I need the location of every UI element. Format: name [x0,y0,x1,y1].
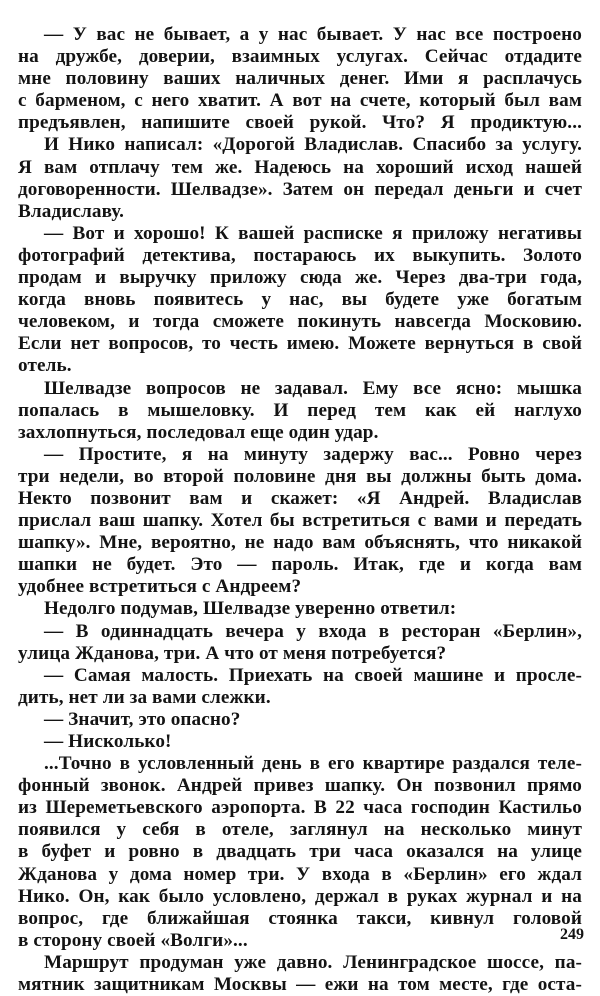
text-line: договоренности. Шелвадзе». Затем он передал деньги и счет [18,178,582,200]
text-line: Недолго подумав, Шелвадзе уверенно ответил: [44,598,457,620]
text-line: Я вам отплачу тем же. Надеюсь на хороший исход нашей [18,156,582,178]
text-line: появился у себя в отеле, заглянул на несколько минут [18,819,582,841]
page-number: 249 [560,926,584,943]
text-line: попалась в мышеловку. И перед тем как ей наглухо [18,399,582,421]
text-line: — Самая малость. Приехать на своей машине и просле- [44,664,582,686]
text-line: мне половину ваших наличных денег. Ими я расплачусь [18,68,582,90]
text-line: мятник защитникам Москвы — ежи на том месте, где оста- [18,974,582,996]
text-line: Владиславу. [18,200,125,222]
text-line: — Простите, я на минуту задержу вас... Ровно через [44,443,582,465]
text-line: Маршрут продуман уже давно. Ленинградское шоссе, па- [44,951,582,973]
text-line: — Значит, это опасно? [44,708,241,730]
text-line: — Нисколько! [44,731,172,752]
text-line: фотографий детектива, постараюсь их выкупить. Золото [18,244,582,266]
text-line: И Нико написал: «Дорогой Владислав. Спасибо за услугу. [44,134,582,156]
text-line: в сторону своей «Волги»... [18,929,248,951]
text-line: Нико. Он, как было условлено, держал в руках журнал и на [18,885,582,907]
text-line: шапку». Мне, вероятно, не надо вам объяснять, что никакой [18,532,582,554]
text-line: из Шереметьевского аэропорта. В 22 часа господин Кастильо [18,797,582,819]
text-line: отель. [18,355,72,377]
text-line: Шелвадзе вопросов не задавал. Ему все ясно: мышка [44,377,582,399]
text-line: шапки не будет. Это — пароль. Итак, где и когда вам [18,554,582,576]
text-line: на дружбе, доверии, взаимных услугах. Сейчас отдадите [18,46,582,68]
text-line: когда вновь появитесь у нас, вы будете уже богатым [18,289,582,311]
text-line: фонный звонок. Андрей привез шапку. Он позвонил прямо [18,775,582,797]
text-line: продам и выручку приложу сюда же. Через два-три года, [18,267,582,289]
page-body [18,24,582,996]
text-line: три недели, во второй половине дня вы должны быть дома. [18,465,582,487]
text-line: вопрос, где ближайшая стоянка такси, кивнул головой [18,907,582,929]
text-line: прислал ваш шапку. Хотел бы встретиться с вами и передать [18,510,582,532]
text-line: — В одиннадцать вечера у входа в ресторан «Берлин», [44,620,582,642]
text-line: в буфет и ровно в двадцать три часа оказался на улице [18,841,582,863]
text-line: — У вас не бывает, а у нас бывает. У нас все построено [44,24,582,45]
text-line: с барменом, с него хватит. А вот на счете, который был вам [18,90,582,112]
text-line: ...Точно в условленный день в его квартире раздался теле- [44,753,582,775]
text-line: предъявлен, напишите своей рукой. Что? Я продиктую... [18,112,582,134]
text-line: Некто позвонит вам и скажет: «Я Андрей. Владислав [18,487,582,509]
text-line: удобнее встретиться с Андреем? [18,576,302,598]
text-line: Если нет вопросов, то честь имею. Можете вернуться в свой [18,333,582,355]
text-line: — Вот и хорошо! К вашей расписке я приложу негативы [44,222,582,244]
text-line: Жданова у дома номер три. У входа в «Берлин» его ждал [18,863,582,885]
text-line: захлопнуться, последовал еще один удар. [18,421,379,443]
text-line: улица Жданова, три. А что от меня потребуется? [18,642,447,664]
text-line: дить, нет ли за вами слежки. [18,686,271,708]
text-line: человеком, и тогда сможете покинуть навсегда Московию. [18,311,582,333]
